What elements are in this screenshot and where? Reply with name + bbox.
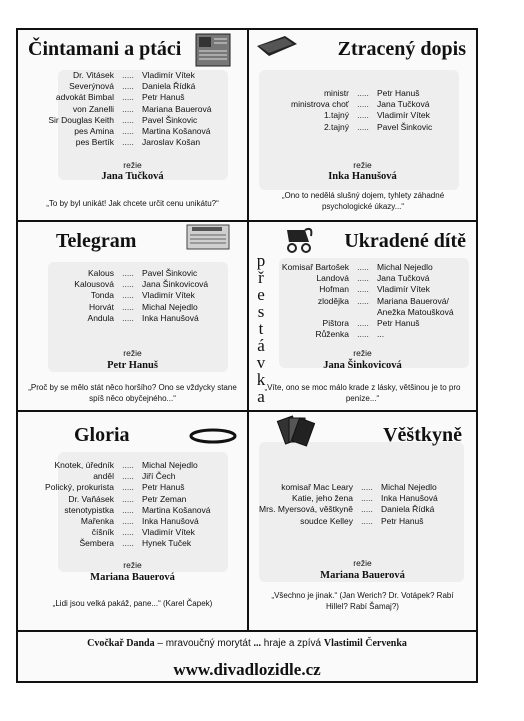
director-name: Petr Hanuš xyxy=(107,360,158,371)
intermission-letter: p xyxy=(256,251,266,270)
cast-row xyxy=(249,88,476,99)
play-title: Ukradené dítě xyxy=(344,230,466,252)
intermission-letter: á xyxy=(257,336,265,355)
direction-label: režie xyxy=(353,348,372,358)
cast-actor: Petr Zeman xyxy=(142,493,187,504)
cast-dots: ..... xyxy=(122,312,134,323)
cast-actor: Daniela Řídká xyxy=(381,504,435,515)
cast-actor: Vladimír Vítek xyxy=(377,110,430,121)
play-quote: „Lidi jsou velká pakáž, pane...“ (Karel Čapek) xyxy=(52,599,213,608)
direction-label: režie xyxy=(353,558,372,568)
cast-actor: Petr Hanuš xyxy=(377,88,420,98)
cast-dots: ..... xyxy=(361,493,373,504)
cast-row xyxy=(18,471,247,482)
cast-dots: ..... xyxy=(357,110,369,121)
cast-role: Horvát xyxy=(88,301,114,312)
pram-icon xyxy=(283,224,315,254)
cast-dots: ..... xyxy=(122,460,134,470)
cast-dots: ..... xyxy=(357,262,369,272)
cast-list xyxy=(249,262,476,340)
cast-actor: Mariana Bauerová xyxy=(142,103,212,114)
cast-dots: ..... xyxy=(122,81,134,92)
cast-dots: ..... xyxy=(122,290,134,301)
footer-character: Cvočkař Danda xyxy=(87,638,155,649)
cast-role: pes Amina xyxy=(74,126,114,137)
cast-actor: Vladimír Vítek xyxy=(142,70,195,80)
cast-list xyxy=(18,70,247,148)
cast-actor: Michal Nejedlo xyxy=(142,460,198,470)
cast-dots: ..... xyxy=(122,493,134,504)
cast-dots: ..... xyxy=(361,482,373,492)
cast-role: 1.tajný xyxy=(323,110,349,121)
cast-actor: Vladimír Vítek xyxy=(377,284,430,295)
cast-actor: Jana Šinkovicová xyxy=(142,279,209,290)
cast-actor: Petr Hanuš xyxy=(142,92,185,103)
cast-actor: Jaroslav Košan xyxy=(142,137,201,148)
cast-row xyxy=(249,504,476,515)
cast-actor: Vladimír Vítek xyxy=(142,527,195,538)
cast-actor: Vladimír Vítek xyxy=(142,290,195,301)
cast-row xyxy=(18,279,247,290)
direction-label: režie xyxy=(353,160,372,170)
cast-role: 2.tajný xyxy=(323,121,349,132)
play-title: Telegram xyxy=(56,230,137,252)
telegram-icon xyxy=(186,224,230,250)
cast-row xyxy=(249,296,476,307)
play-panel-ztraceny-dopis xyxy=(249,30,476,220)
cast-row xyxy=(18,70,247,81)
cast-role: komisař Mac Leary xyxy=(281,482,353,492)
cast-dots: ..... xyxy=(122,103,134,114)
cast-row xyxy=(249,284,476,295)
cast-dots: ..... xyxy=(357,284,369,295)
footer-ellipsis: ... xyxy=(253,638,262,649)
intermission-letter: e xyxy=(257,285,265,304)
director-name: Jana Tučková xyxy=(101,171,164,182)
direction-label: režie xyxy=(123,560,142,570)
intermission-letter: a xyxy=(257,387,265,406)
cast-dots: ..... xyxy=(357,329,369,340)
cast-row xyxy=(18,126,247,137)
direction-label: režie xyxy=(123,160,142,170)
cast-dots: ..... xyxy=(122,137,134,148)
cast-actor: Inka Hanušová xyxy=(142,516,199,527)
director-name: Jana Šinkovicová xyxy=(323,360,402,371)
cast-row xyxy=(249,493,476,504)
program-sheet xyxy=(16,28,478,683)
cast-actor: Michal Nejedlo xyxy=(381,482,437,492)
play-title: Gloria xyxy=(74,424,130,446)
newspaper-icon xyxy=(195,33,231,67)
play-quote: „To by byl unikát! Jak chcete určit cenu unikátu?“ xyxy=(46,199,219,208)
cast-dots: ..... xyxy=(122,471,134,482)
cast-row xyxy=(18,313,247,324)
footer-extra-act xyxy=(18,638,476,649)
cast-role: Landová xyxy=(316,273,349,284)
cast-list xyxy=(18,460,247,550)
cast-dots: ..... xyxy=(122,126,134,137)
play-quote: „Ono to nedělá slušný dojem, tyhlety záhadné psychologické úkazy...“ xyxy=(281,191,445,211)
cast-row xyxy=(18,482,247,493)
cast-row xyxy=(249,318,476,329)
cast-role: Dr. Vitásek xyxy=(73,70,114,80)
cast-dots: ..... xyxy=(122,301,134,312)
cast-list xyxy=(249,88,476,133)
cast-role: Pištora xyxy=(322,318,349,329)
cast-list xyxy=(249,482,476,527)
cast-row xyxy=(18,538,247,549)
cast-role: stenotypistka xyxy=(64,504,114,515)
cast-role: anděl xyxy=(93,471,114,482)
cast-actor: ... xyxy=(377,329,385,340)
cast-row xyxy=(18,290,247,301)
cast-actor: Martina Košanová xyxy=(142,504,211,515)
cast-dots: ..... xyxy=(122,527,134,538)
intermission-letter: ř xyxy=(258,268,264,287)
footer-performer: Vlastimil Červenka xyxy=(323,638,407,649)
play-panel-cintamani xyxy=(18,30,247,220)
cast-role: Sir Douglas Keith xyxy=(48,114,114,125)
cast-role: Knotek, úředník xyxy=(54,460,114,470)
cast-row xyxy=(249,99,476,110)
cast-row xyxy=(18,460,247,471)
cast-dots: ..... xyxy=(361,504,373,515)
cast-role: Kalous xyxy=(88,268,114,278)
footer-description: – mravoučný morytát xyxy=(154,638,254,649)
cast-actor: Martina Košanová xyxy=(142,126,211,137)
cast-dots: ..... xyxy=(357,88,369,98)
cast-row xyxy=(249,482,476,493)
cast-actor: Pavel Šinkovic xyxy=(142,268,198,278)
cast-row xyxy=(18,92,247,103)
footer-performs: hraje a zpívá xyxy=(261,638,324,649)
cast-dots: ..... xyxy=(357,121,369,132)
cast-actor: Pavel Šinkovic xyxy=(377,121,433,132)
cast-dots: ..... xyxy=(361,515,373,526)
cast-dots: ..... xyxy=(122,504,134,515)
cast-role: ministr xyxy=(323,88,349,98)
cast-dots: ..... xyxy=(357,295,369,306)
cast-actor: Petr Hanuš xyxy=(381,515,424,526)
cast-actor: Inka Hanušová xyxy=(142,312,199,323)
cast-row xyxy=(249,262,476,273)
cast-role: Mařenka xyxy=(80,516,114,527)
cards-icon xyxy=(275,414,315,450)
divider-footer xyxy=(18,630,476,632)
cast-row xyxy=(18,137,247,148)
cast-row xyxy=(249,307,476,318)
director-name: Mariana Bauerová xyxy=(320,570,405,581)
cast-role: Šembera xyxy=(79,538,114,549)
intermission-letter: v xyxy=(256,353,266,372)
cast-row xyxy=(18,268,247,279)
cast-role: Polický, prokurista xyxy=(45,482,114,493)
website-link[interactable]: www.divadlozidle.cz xyxy=(173,660,321,679)
cast-dots: ..... xyxy=(357,273,369,284)
cast-dots: ..... xyxy=(122,516,134,527)
cast-actor: Inka Hanušová xyxy=(381,493,438,504)
play-title: Věštkyně xyxy=(383,424,462,446)
cast-role: Dr. Vaňásek xyxy=(68,493,114,504)
play-panel-gloria xyxy=(18,412,247,630)
cast-role: číšník xyxy=(91,527,114,538)
play-quote: „Všechno je jinak.“ (Jan Werich? Dr. Votápek? Rabí Hillel? Rabí Šamaj?) xyxy=(271,591,454,611)
cast-row xyxy=(18,104,247,115)
cast-row xyxy=(249,110,476,121)
director-name: Mariana Bauerová xyxy=(90,572,175,583)
cast-list xyxy=(18,268,247,324)
cast-row xyxy=(249,273,476,284)
cast-row xyxy=(249,122,476,133)
cast-role xyxy=(249,307,349,318)
play-panel-ukradene-dite xyxy=(249,222,476,410)
cast-dots: ..... xyxy=(122,268,134,278)
cast-row xyxy=(249,516,476,527)
halo-icon xyxy=(188,426,238,446)
intermission-letter: t xyxy=(258,319,264,338)
cast-dots xyxy=(349,307,377,318)
cast-dots: ..... xyxy=(122,482,134,493)
cast-role: Tonda xyxy=(90,290,114,301)
cast-actor: Michal Nejedlo xyxy=(142,301,198,312)
cast-row xyxy=(18,302,247,313)
cast-actor: Pavel Šinkovic xyxy=(142,114,198,125)
cast-row xyxy=(18,527,247,538)
play-title: Čintamani a ptáci xyxy=(28,38,182,60)
cast-dots: ..... xyxy=(122,114,134,125)
cast-row xyxy=(18,494,247,505)
cast-dots: ..... xyxy=(122,279,134,290)
cast-actor: Jana Tučková xyxy=(377,99,430,110)
cast-role: zlodějka xyxy=(317,295,349,306)
cast-role: Růženka xyxy=(315,329,349,340)
cast-role: soudce Kelley xyxy=(300,515,353,526)
cast-role: Komisař Bartošek xyxy=(281,262,349,272)
cast-dots: ..... xyxy=(122,70,134,80)
cast-dots: ..... xyxy=(357,318,369,329)
cast-role: Andula xyxy=(87,312,114,323)
cast-row xyxy=(18,505,247,516)
cast-actor: Petr Hanuš xyxy=(377,318,420,329)
cast-actor: Anežka Matoušková xyxy=(377,306,454,317)
cast-role: von Zanelli xyxy=(72,103,114,114)
cast-row xyxy=(18,81,247,92)
play-panel-telegram xyxy=(18,222,247,410)
cast-role: Severýnová xyxy=(69,81,114,92)
cast-row xyxy=(249,329,476,340)
cast-role: pes Bertík xyxy=(75,137,114,148)
cast-actor: Michal Nejedlo xyxy=(377,262,433,272)
cast-actor: Hynek Tuček xyxy=(142,538,192,549)
cast-role: Katie, jeho žena xyxy=(292,493,353,504)
cast-role: Mrs. Myersová, věštkyně xyxy=(259,504,353,515)
cast-role: advokát Bimbal xyxy=(55,92,114,103)
cast-row xyxy=(18,115,247,126)
play-quote: „Proč by se mělo stát něco horšího? Ono se vždycky stane spíš něco obyčejného...“ xyxy=(28,383,237,403)
cast-role: Kalousová xyxy=(74,279,114,290)
cast-actor: Jiří Čech xyxy=(142,471,176,482)
cast-dots: ..... xyxy=(357,99,369,110)
intermission-letter: k xyxy=(256,370,266,389)
cast-actor: Jana Tučková xyxy=(377,273,430,284)
cast-row xyxy=(18,516,247,527)
cast-dots: ..... xyxy=(122,538,134,549)
direction-label: režie xyxy=(123,348,142,358)
letter-icon xyxy=(255,34,299,58)
cast-actor: Mariana Bauerová/ xyxy=(377,295,449,306)
cast-actor: Petr Hanuš xyxy=(142,482,185,493)
cast-actor: Daniela Řídká xyxy=(142,81,196,92)
director-name: Inka Hanušová xyxy=(328,171,397,182)
play-panel-vestkyne xyxy=(249,412,476,630)
cast-dots: ..... xyxy=(122,92,134,103)
play-quote: „Víte, ono se moc málo krade z lásky, většinou je to pro peníze...“ xyxy=(264,383,461,403)
play-title: Ztracený dopis xyxy=(337,38,466,60)
cast-role: Hofman xyxy=(319,284,349,295)
intermission-letter: s xyxy=(257,302,265,321)
cast-role: ministrova choť xyxy=(291,99,349,110)
